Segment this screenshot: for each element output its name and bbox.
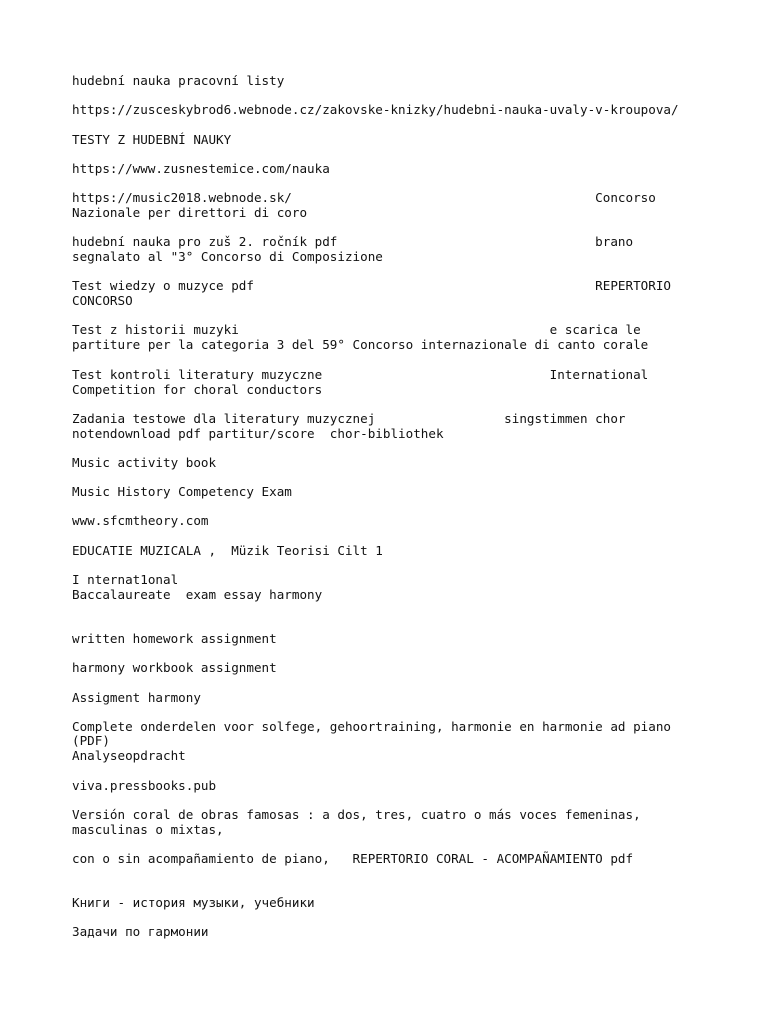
text-line: con o sin acompañamiento de piano, REPERTORIO CORAL - ACOMPAÑAMIENTO pdf xyxy=(72,851,634,866)
text-line: Complete onderdelen voor solfege, gehoortraining, harmonie en harmonie ad piano xyxy=(72,719,671,734)
text-line: Задачи по гармонии xyxy=(72,924,209,939)
text-line: segnalato al "3° Concorso di Composizione xyxy=(72,249,383,264)
text-line: partiture per la categoria 3 del 59° Concorso internazionale di canto corale xyxy=(72,337,649,352)
url-line[interactable]: viva.pressbooks.pub xyxy=(72,778,217,793)
text-line: written homework assignment xyxy=(72,631,277,646)
text-line: notendownload pdf partitur/score chor-bibliothek xyxy=(72,426,444,441)
text-line: Assigment harmony xyxy=(72,690,201,705)
text-line: Zadania testowe dla literatury muzycznej singstimmen chor xyxy=(72,411,626,426)
text-line: CONCORSO xyxy=(72,293,133,308)
text-line: hudební nauka pracovní listy xyxy=(72,73,285,88)
url-line[interactable]: https://zusceskybrod6.webnode.cz/zakovske-knizky/hudebni-nauka-uvaly-v-kroupova/ xyxy=(72,102,679,117)
text-line: masculinas o mixtas, xyxy=(72,822,224,837)
text-line: Baccalaureate exam essay harmony xyxy=(72,587,323,602)
text-line: Competition for choral conductors xyxy=(72,382,323,397)
text-line: Music History Competency Exam xyxy=(72,484,292,499)
text-line: Книги - история музыки, учебники xyxy=(72,895,315,910)
text-line: I nternat1onal xyxy=(72,572,179,587)
text-line: (PDF) xyxy=(72,733,110,748)
text-line: Music activity book xyxy=(72,455,217,470)
text-line: TESTY Z HUDEBNÍ NAUKY xyxy=(72,132,232,147)
text-line: Test wiedzy o muzyce pdf REPERTORIO xyxy=(72,278,671,293)
text-line: https://music2018.webnode.sk/ Concorso xyxy=(72,190,656,205)
text-line: Versión coral de obras famosas : a dos, tres, cuatro o más voces femeninas, xyxy=(72,807,641,822)
text-line: Nazionale per direttori di coro xyxy=(72,205,308,220)
text-line: hudební nauka pro zuš 2. ročník pdf brano xyxy=(72,234,634,249)
text-line: EDUCATIE MUZICALA , Müzik Teorisi Cilt 1 xyxy=(72,543,383,558)
text-line: Test kontroli literatury muzyczne International xyxy=(72,367,649,382)
url-line[interactable]: www.sfcmtheory.com xyxy=(72,513,209,528)
text-line: Test z historii muzyki e scarica le xyxy=(72,322,641,337)
text-line: harmony workbook assignment xyxy=(72,660,277,675)
url-line[interactable]: https://www.zusnestemice.com/nauka xyxy=(72,161,330,176)
text-line: Analyseopdracht xyxy=(72,748,186,763)
